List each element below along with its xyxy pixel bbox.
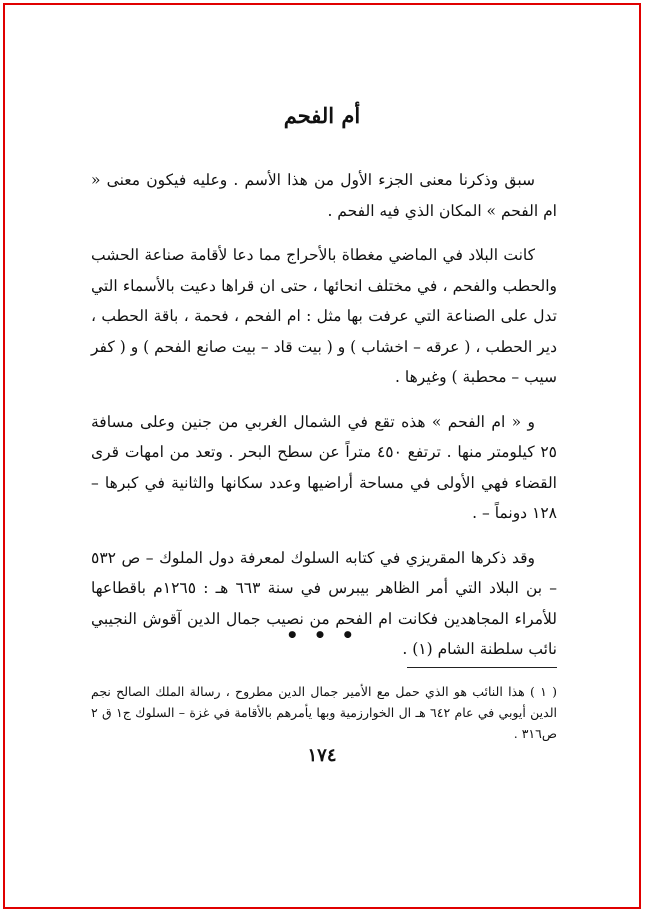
paragraph-2: كانت البلاد في الماضي مغطاة بالأحراج مما دعا لأقامة صناعة الحشب والحطب والفحم ، في مختلف انحائها ، حتى ان قراها دعيت بالأسماء التي تدل على الصناعة التي عرفت بها مثل : ام الفحم ، فحمة ، باقة الحطب ، دير الحطب ، ( عرقه – اخشاب ) و ( بيت قاد – بيت صانع الفحم ) و ( كفر سيب – محطبة ) وغيرها .: [91, 246, 557, 386]
footnote: ( ١ ) هذا النائب هو الذي حمل مع الأمير جمال الدين مطروح ، رسالة الملك الصالح نجم الدين أيوبي في عام ٦٤٢ هـ ال الخوارزمية وبها يأمرهم بالأقامة في غزة – السلوك ج١ ق ٢ ص٣١٦ .: [91, 684, 557, 741]
paragraph-3: و « ام الفحم » هذه تقع في الشمال الغربي من جنين وعلى مسافة ٢٥ كيلومتر منها . ترتفع ٤٥٠ متراً عن سطح البحر . وتعد من امهات قرى القضاء فهي الأولى في مساحة أراضيها وعدد سكانها والثانية في كبرها – ١٢٨ دونماً – .: [91, 412, 557, 522]
page-number: ١٧٤: [307, 745, 337, 766]
page-frame: [3, 3, 641, 909]
paragraph-1: سبق وذكرنا معنى الجزء الأول من هذا الأسم . وعليه فيكون معنى « ام الفحم » المكان الذي فيه الفحم .: [91, 171, 557, 220]
page-title: أم الفحم: [283, 103, 361, 128]
document-page: [5, 5, 639, 907]
section-separator: • • •: [285, 623, 359, 647]
paragraph-4: وقد ذكرها المقريزي في كتابه السلوك لمعرفة دول الملوك – ص ٥٣٢ – بن البلاد التي أمر الظاهر بيبرس في سنة ٦٦٣ هـ : ١٢٦٥م باقطاعها للأمراء المجاهدين فكانت ام الفحم من نصيب جمال الدين آقوش النجيبي نائب سلطنة الشام (١) .: [91, 548, 558, 658]
body-text: [91, 165, 557, 679]
footnote-divider: [407, 667, 557, 668]
